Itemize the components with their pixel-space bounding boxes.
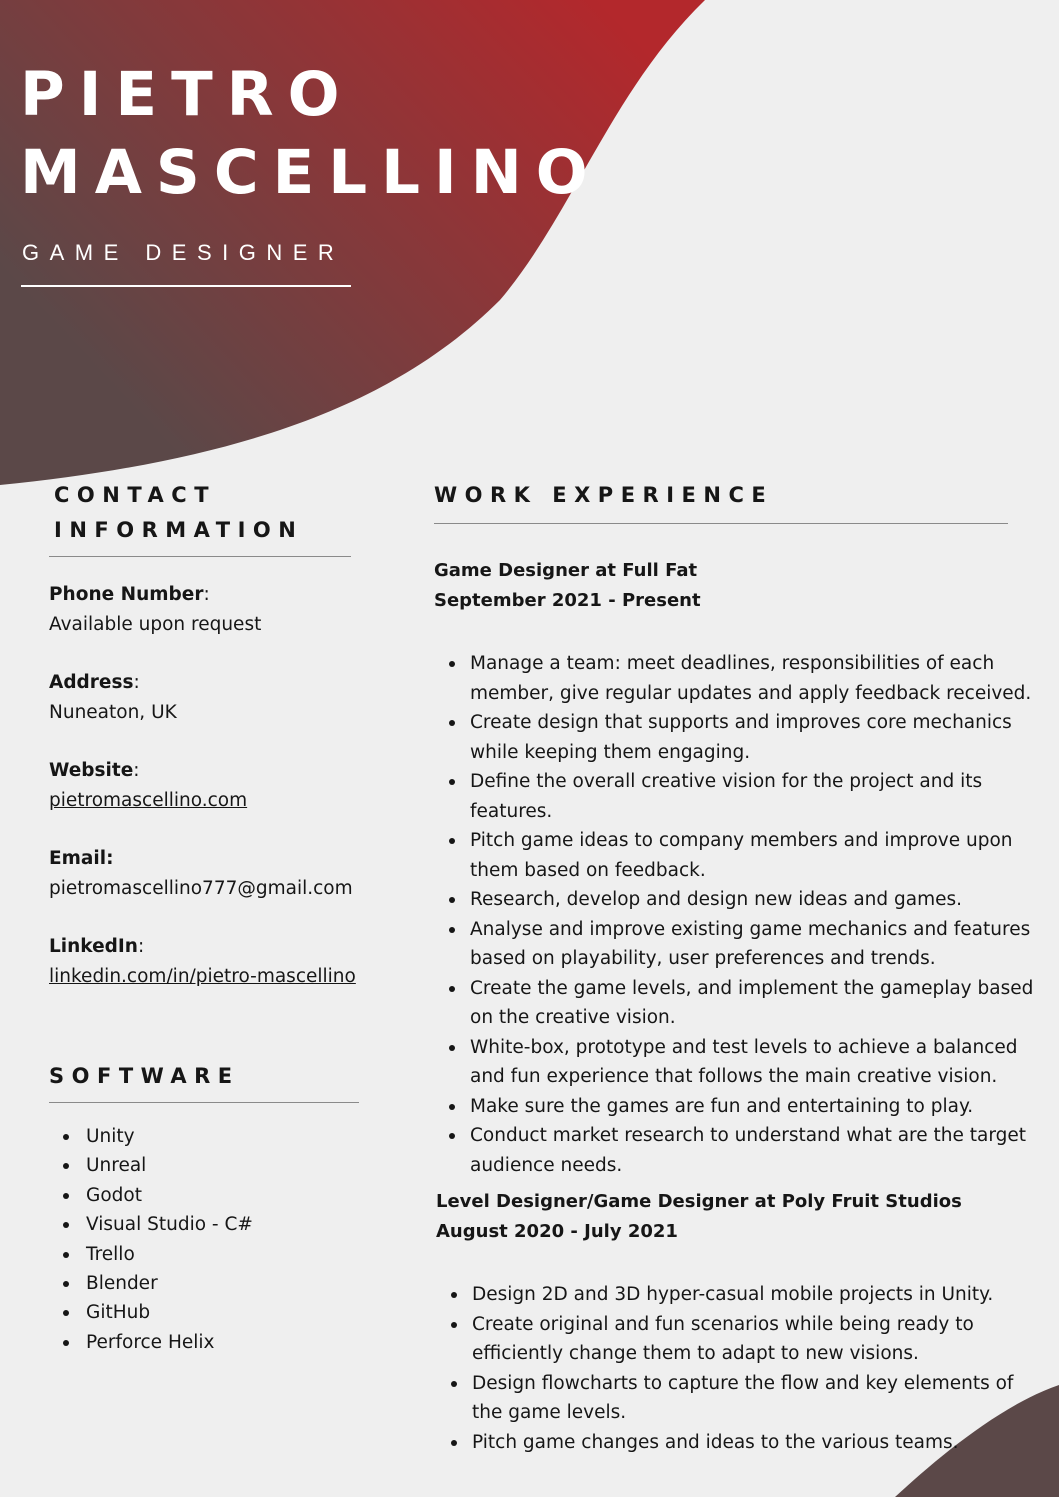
job-title: Level Designer/Game Designer at Poly Fruit Studios xyxy=(436,1191,962,1212)
list-item: Create design that supports and improves core mechanics while keeping them engaging. xyxy=(446,708,1036,767)
job-header xyxy=(434,556,701,616)
software-section-title: SOFTWARE xyxy=(49,1064,240,1088)
phone-item: Phone Number: Available upon request xyxy=(49,580,399,668)
job-role: GAME DESIGNER xyxy=(22,240,345,265)
list-item: White-box, prototype and test levels to achieve a balanced and fun experience that follows the main creative vision. xyxy=(446,1033,1036,1092)
list-item: Create original and fun scenarios while being ready to efficiently change them to adapt to new visions. xyxy=(448,1310,1014,1369)
contact-title-line2: INFORMATION xyxy=(54,518,304,542)
list-item: Manage a team: meet deadlines, responsibilities of each member, give regular updates and apply feedback received. xyxy=(446,649,1036,708)
list-item: Unity xyxy=(60,1122,253,1151)
list-item: Pitch game changes and ideas to the various teams. xyxy=(448,1428,1014,1458)
job-duties-list xyxy=(446,649,1036,1180)
software-list xyxy=(60,1122,253,1357)
contact-title-line1: CONTACT xyxy=(54,483,217,507)
linkedin-link[interactable]: linkedin.com/in/pietro-mascellino xyxy=(49,966,356,987)
list-item: Analyse and improve existing game mechanics and features based on playability, user preferences and trends. xyxy=(446,915,1036,974)
candidate-name xyxy=(20,56,602,212)
first-name: PIETRO xyxy=(20,59,354,130)
list-item: Design 2D and 3D hyper-casual mobile projects in Unity. xyxy=(448,1280,1014,1310)
job-header xyxy=(436,1187,962,1247)
address-item: Address: Nuneaton, UK xyxy=(49,668,399,756)
website-item: Website: pietromascellino.com xyxy=(49,756,399,844)
list-item: Trello xyxy=(60,1240,253,1269)
contact-section-title xyxy=(54,478,303,548)
website-link[interactable]: pietromascellino.com xyxy=(49,790,248,811)
list-item: Design flowcharts to capture the flow and key elements of the game levels. xyxy=(448,1369,1014,1428)
list-item: GitHub xyxy=(60,1298,253,1327)
list-item: Godot xyxy=(60,1181,253,1210)
contact-details xyxy=(49,580,399,1020)
phone-label: Phone Number xyxy=(49,584,204,605)
list-item: Make sure the games are fun and entertaining to play. xyxy=(446,1092,1036,1122)
list-item: Perforce Helix xyxy=(60,1328,253,1357)
email-value: pietromascellino777@gmail.com xyxy=(49,878,353,899)
address-label: Address xyxy=(49,672,134,693)
contact-divider xyxy=(49,556,351,557)
email-label: Email: xyxy=(49,848,114,869)
job-duties-list xyxy=(448,1280,1014,1457)
linkedin-item: LinkedIn: linkedin.com/in/pietro-mascellino xyxy=(49,932,399,1020)
website-label: Website xyxy=(49,760,134,781)
email-item xyxy=(49,844,399,932)
role-divider xyxy=(21,285,351,287)
list-item: Define the overall creative vision for the project and its features. xyxy=(446,767,1036,826)
list-item: Research, develop and design new ideas and games. xyxy=(446,885,1036,915)
phone-value: Available upon request xyxy=(49,614,262,635)
list-item: Conduct market research to understand what are the target audience needs. xyxy=(446,1121,1036,1180)
software-divider xyxy=(49,1102,359,1103)
job-title: Game Designer at Full Fat xyxy=(434,560,698,581)
job-dates: August 2020 - July 2021 xyxy=(436,1221,678,1242)
last-name: MASCELLINO xyxy=(20,137,602,208)
linkedin-label: LinkedIn xyxy=(49,936,138,957)
list-item: Visual Studio - C# xyxy=(60,1210,253,1239)
work-experience-title: WORK EXPERIENCE xyxy=(434,483,774,507)
job-dates: September 2021 - Present xyxy=(434,590,701,611)
list-item: Blender xyxy=(60,1269,253,1298)
work-experience-divider xyxy=(434,523,1008,524)
list-item: Create the game levels, and implement the gameplay based on the creative vision. xyxy=(446,974,1036,1033)
list-item: Unreal xyxy=(60,1151,253,1180)
list-item: Pitch game ideas to company members and improve upon them based on feedback. xyxy=(446,826,1036,885)
address-value: Nuneaton, UK xyxy=(49,702,177,723)
